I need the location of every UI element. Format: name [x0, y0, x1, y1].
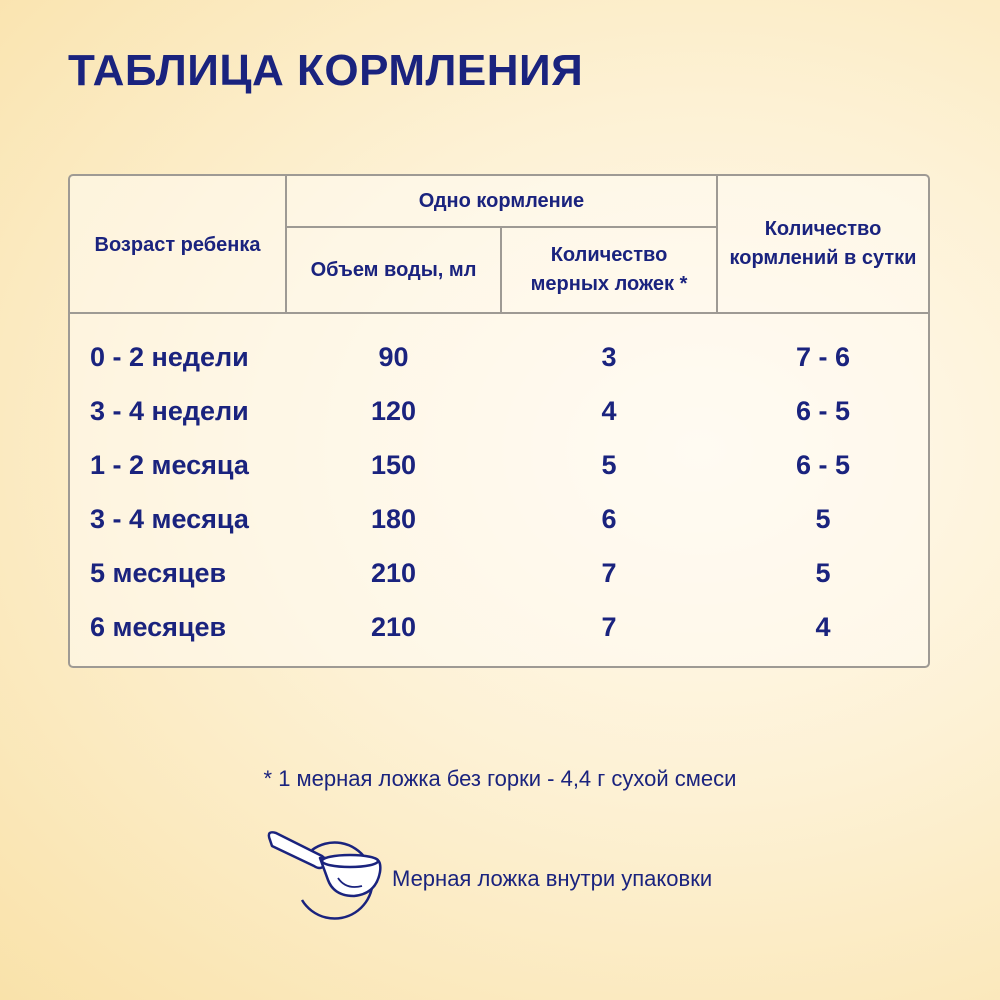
water-cell: 90 — [378, 341, 409, 372]
spoons-cell: 4 — [601, 395, 617, 426]
header-feedings-per-day: Количество кормлений в сутки — [729, 218, 917, 269]
feedings-cell: 5 — [815, 503, 831, 534]
spoons-cell: 6 — [601, 503, 617, 534]
age-cell: 1 - 2 месяца — [90, 449, 249, 480]
age-cell: 3 - 4 месяца — [90, 503, 249, 534]
feedings-cell: 6 - 5 — [795, 395, 851, 426]
header-one-feeding: Одно кормление — [418, 189, 585, 212]
table-row — [70, 600, 928, 654]
table-row — [70, 546, 928, 600]
spoons-cell: 7 — [601, 557, 617, 588]
age-cell: 5 месяцев — [90, 557, 227, 588]
feedings-cell: 5 — [815, 557, 831, 588]
water-cell: 210 — [370, 611, 417, 642]
table-row — [70, 384, 928, 438]
feedings-cell: 6 - 5 — [795, 449, 851, 480]
water-cell: 210 — [370, 557, 417, 588]
age-cell: 0 - 2 недели — [90, 341, 249, 372]
table-row — [70, 330, 928, 384]
age-cell: 6 месяцев — [90, 611, 227, 642]
page-title: ТАБЛИЦА КОРМЛЕНИЯ — [68, 46, 584, 95]
header-age: Возраст ребенка — [94, 233, 261, 256]
age-cell: 3 - 4 недели — [90, 395, 249, 426]
feedings-cell: 4 — [815, 611, 831, 642]
water-cell: 180 — [370, 503, 417, 534]
table-row — [70, 492, 928, 546]
header-spoons: Количество мерных ложек * — [530, 244, 688, 295]
spoons-cell: 3 — [601, 341, 617, 372]
spoons-cell: 5 — [601, 449, 617, 480]
footnote: * 1 мерная ложка без горки - 4,4 г сухой смеси — [263, 766, 737, 791]
water-cell: 150 — [370, 449, 417, 480]
header-water: Объем воды, мл — [310, 258, 477, 281]
measuring-spoon-icon — [262, 828, 392, 920]
feedings-cell: 7 - 6 — [795, 341, 851, 372]
spoons-cell: 7 — [601, 611, 617, 642]
table-row — [70, 438, 928, 492]
water-cell: 120 — [370, 395, 417, 426]
feeding-table — [68, 174, 930, 668]
spoon-caption: Мерная ложка внутри упаковки — [392, 866, 713, 891]
